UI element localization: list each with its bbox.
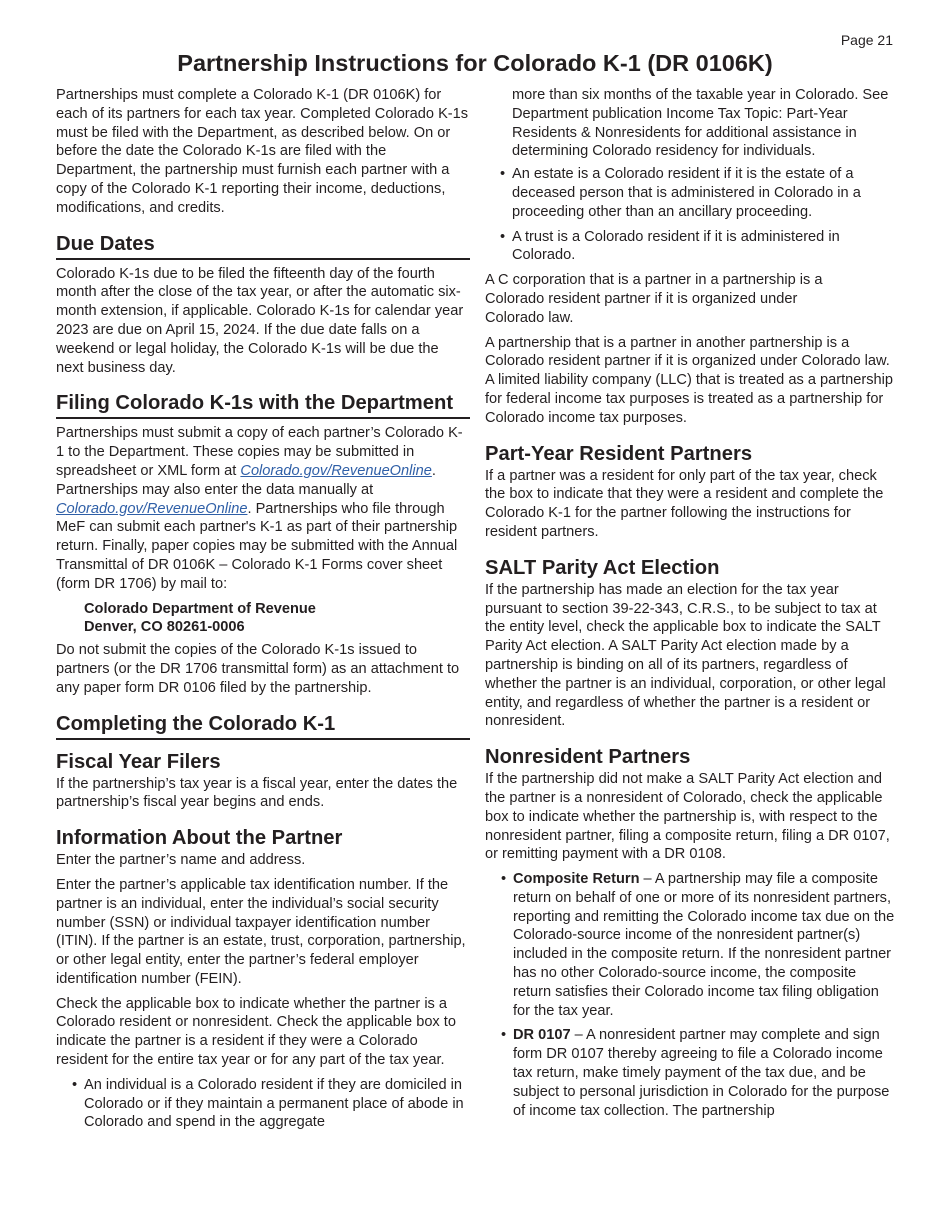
address-line-1: Colorado Department of Revenue bbox=[84, 600, 316, 617]
address-line-2: Denver, CO 80261-0006 bbox=[84, 619, 245, 636]
filing-heading: Filing Colorado K-1s with the Department bbox=[56, 391, 470, 419]
bullet-dot: • bbox=[72, 1076, 78, 1093]
bullet-estate-text: An estate is a Colorado resident if it is the estate of a deceased person that is administered in Colorado in a proceeding other than an ancillary proceeding. bbox=[512, 166, 861, 220]
partnership-paragraph: A partnership that is a partner in another partnership is a Colorado resident partner if it is organized under Colorado law. A limited liability company (LLC) that is treated as a partnership for federal income tax purposes is treated as a partnership for Colorado income tax purposes. bbox=[485, 334, 894, 426]
bullet-dot: • bbox=[500, 166, 506, 183]
filing-note: Do not submit the copies of the Colorado K-1s issued to partners (or the DR 1706 transmittal form) as an attachment to any paper form DR 0106 filed by the partnership. bbox=[56, 642, 460, 696]
due-dates-paragraph: Colorado K-1s due to be filed the fifteenth day of the fourth month after the close of the tax year, or after the automatic six-month extension, if applicable. Colorado K-1s for calendar year 2023 are due on April 15, 2024. If the due date falls on a weekend or legal holiday, the Colorado K-1s will be due the next business day. bbox=[56, 265, 464, 376]
bullet-estate bbox=[485, 165, 897, 221]
bullet-trust-text: A trust is a Colorado resident if it is administered in Colorado. bbox=[512, 228, 840, 264]
bullet-dot: • bbox=[501, 871, 507, 888]
part-year-paragraph: If a partner was a resident for only part of the tax year, check the box to indicate that they were a resident and complete the Colorado K-1 for the partner following the instructions for resident partners. bbox=[485, 467, 884, 540]
completing-heading: Completing the Colorado K-1 bbox=[56, 712, 470, 740]
filing-paragraph bbox=[56, 424, 470, 593]
composite-return-label: Composite Return bbox=[513, 871, 640, 888]
mailing-address bbox=[84, 600, 470, 638]
bullet-dot: • bbox=[501, 1027, 507, 1044]
bullet-individual-continued bbox=[485, 86, 897, 161]
c-corp-paragraph: A C corporation that is a partner in a partnership is a Colorado resident partner if it is organized under Colorado law. bbox=[485, 272, 823, 326]
info-paragraph-2: Enter the partner’s applicable tax identification number. If the partner is an individual, enter the individual’s social security number (SSN) or individual taxpayer identification number (ITIN). If the partner is an estate, trust, corporation, partnership, or other legal entity, enter the partner’s federal employer identification number (FEIN). bbox=[56, 876, 466, 987]
filing-text-c: . Partnerships who file through MeF can submit each partner's K-1 as part of their partnership return. Finally, paper copies may be submitted with the Annual Transmittal of DR 0106K – Colorado K-1 Forms cover sheet (form DR 1706) by mail to: bbox=[56, 500, 458, 592]
info-heading: Information About the Partner bbox=[56, 827, 343, 850]
fiscal-paragraph: If the partnership’s tax year is a fiscal year, enter the dates the partnership’s fiscal year begins and ends. bbox=[56, 775, 458, 811]
fiscal-heading: Fiscal Year Filers bbox=[56, 750, 221, 773]
info-paragraph-3: Check the applicable box to indicate whether the partner is a Colorado resident or nonresident. Check the applicable box to indicate the partner is a resident if they were a Colorado resident for the entire tax year or for any part of the tax year. bbox=[56, 995, 456, 1069]
intro-paragraph: Partnerships must complete a Colorado K-1 (DR 0106K) for each of its partners for each tax year. Completed Colorado K-1s must be filed with the Department, as described below. On or before the date the Colorado K-1s are filed with the Department, the partnership must furnish each partner with a copy of the Colorado K-1 reporting their income, deductions, modifications, and credits. bbox=[56, 87, 469, 216]
bullet-dot: • bbox=[500, 228, 506, 245]
salt-heading: SALT Parity Act Election bbox=[485, 556, 720, 579]
bullet-trust bbox=[485, 228, 897, 266]
revenue-online-link-1[interactable]: Colorado.gov/RevenueOnline bbox=[240, 462, 432, 479]
filing-text-a: Partnerships must submit a copy of each partner’s Colorado K-1 to the Department. These copies may be submitted in spreadsheet or XML form at bbox=[56, 425, 463, 479]
revenue-online-link-2[interactable]: Colorado.gov/RevenueOnline bbox=[56, 500, 248, 517]
salt-paragraph: If the partnership has made an election for the tax year pursuant to section 39-22-343, C.R.S., to be subject to tax at the entity level, check the applicable box to indicate the SALT Parity Act election. A SALT Parity Act election made by a partnership is binding on all of its partners, regardless of whether the partner is an individual, corporation, or other legal entity, and regardless of whether the partner is a resident or nonresident. bbox=[485, 581, 886, 730]
nonresident-heading: Nonresident Partners bbox=[485, 746, 691, 769]
dr0107-label: DR 0107 bbox=[513, 1027, 571, 1044]
filing-text-b: . Partnerships may also enter the data manually at bbox=[56, 462, 436, 498]
bullet-individual-cont-text: more than six months of the taxable year in Colorado. See Department publication Income Tax Topic: Part-Year Residents & Nonresidents for additional assistance in determining Colorado residency for individuals. bbox=[512, 87, 889, 160]
dr0107-text: – A nonresident partner may complete and sign form DR 0107 thereby agreeing to file a Colorado income tax return, make timely payment of the tax due, and be subject to personal jurisdiction in Colorado for the purpose of income tax collection. The partnership bbox=[513, 1027, 890, 1119]
part-year-heading: Part-Year Resident Partners bbox=[485, 442, 753, 465]
left-column bbox=[56, 86, 470, 1138]
bullet-individual bbox=[56, 1076, 470, 1132]
bullet-composite-return bbox=[485, 870, 897, 1020]
bullet-dr0107 bbox=[485, 1026, 897, 1120]
nonresident-paragraph: If the partnership did not make a SALT Parity Act election and the partner is a nonresident of Colorado, check the applicable box to indicate whether the partnership is, with respect to the nonresident partner, filing a composite return, filing a DR 0107, or remitting payment with a DR 0108. bbox=[485, 771, 890, 863]
composite-return-text: – A partnership may file a composite return on behalf of one or more of its nonresident partners, reporting and remitting the Colorado income tax due on the Colorado-source income of the nonresident partner(s) included in the composite return. If the nonresident partner has no other Colorado-source income, the composite return satisfies their Colorado income tax filing obligation for the tax year. bbox=[513, 871, 895, 1019]
page-title: Partnership Instructions for Colorado K-1 (DR 0106K) bbox=[177, 50, 773, 76]
info-paragraph-1: Enter the partner’s name and address. bbox=[56, 852, 306, 869]
due-dates-heading: Due Dates bbox=[56, 232, 470, 260]
bullet-individual-text: An individual is a Colorado resident if they are domiciled in Colorado or if they maintain a permanent place of abode in Colorado and spend in the aggregate bbox=[84, 1076, 464, 1131]
page-number: Page 21 bbox=[840, 32, 893, 48]
right-column bbox=[485, 86, 897, 1126]
